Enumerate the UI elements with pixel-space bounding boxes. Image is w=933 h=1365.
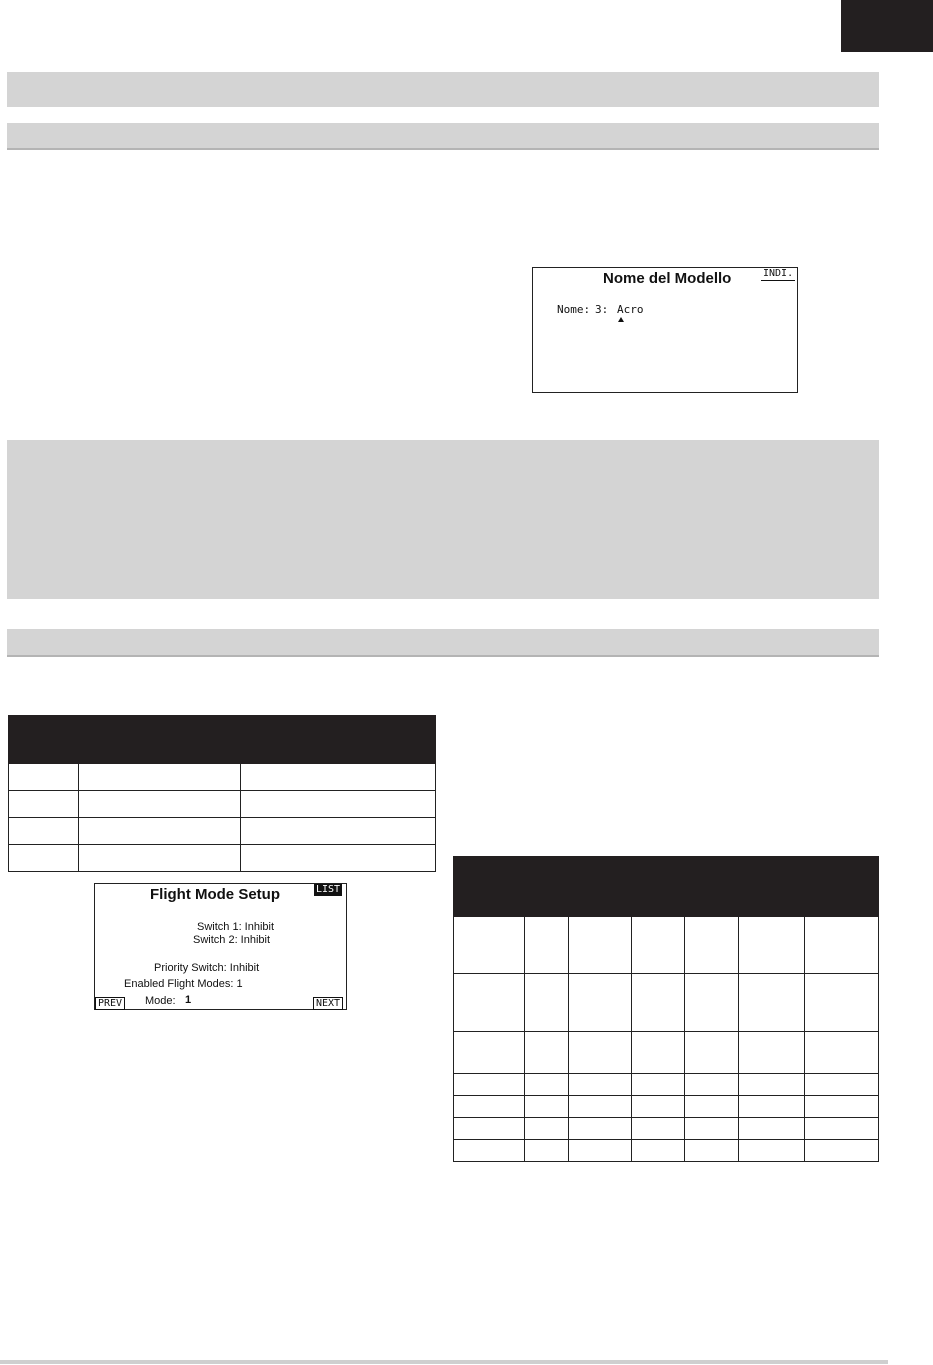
model-slot: 3: <box>595 303 609 316</box>
section-header-bar <box>7 72 879 107</box>
flight-mode-setup-screen <box>94 883 347 1010</box>
subsection-header-bar <box>7 123 879 150</box>
switch-2-value[interactable]: Switch 2: Inhibit <box>193 934 271 946</box>
table-row <box>9 764 436 791</box>
screen-title: Flight Mode Setup <box>150 886 280 903</box>
table-row <box>9 791 436 818</box>
table-row <box>454 1096 879 1118</box>
model-name-screen <box>532 267 798 393</box>
mode-value[interactable]: 1 <box>185 994 192 1006</box>
prev-button[interactable]: PREV <box>95 997 125 1010</box>
right-table <box>453 856 879 1162</box>
table-row <box>454 974 879 1032</box>
screen-title: Nome del Modello <box>603 270 732 287</box>
table-row <box>454 917 879 974</box>
enabled-flight-modes[interactable]: Enabled Flight Modes: 1 <box>124 978 243 990</box>
table-row <box>454 1118 879 1140</box>
table-row <box>454 1032 879 1074</box>
table-header-row <box>454 857 879 917</box>
mode-label: Mode: <box>145 995 176 1007</box>
footer-rule <box>0 1360 888 1364</box>
list-tab[interactable]: LIST <box>316 884 341 895</box>
model-name-value[interactable]: Acro <box>617 303 644 316</box>
name-label: Nome: <box>557 303 591 316</box>
subsection-header-bar-2 <box>7 629 879 657</box>
switch-1-value[interactable]: Switch 1: Inhibit <box>197 921 275 933</box>
page-tab <box>841 0 933 52</box>
left-table <box>8 715 436 872</box>
table-row <box>9 845 436 872</box>
indi-tab[interactable]: INDI. <box>763 268 794 279</box>
cursor-caret-icon <box>618 317 624 322</box>
note-box <box>7 440 879 599</box>
table-header-row <box>9 716 436 764</box>
table-row <box>9 818 436 845</box>
table-row <box>454 1140 879 1162</box>
priority-switch-value[interactable]: Priority Switch: Inhibit <box>154 962 260 974</box>
next-button[interactable]: NEXT <box>313 997 343 1010</box>
table-row <box>454 1074 879 1096</box>
